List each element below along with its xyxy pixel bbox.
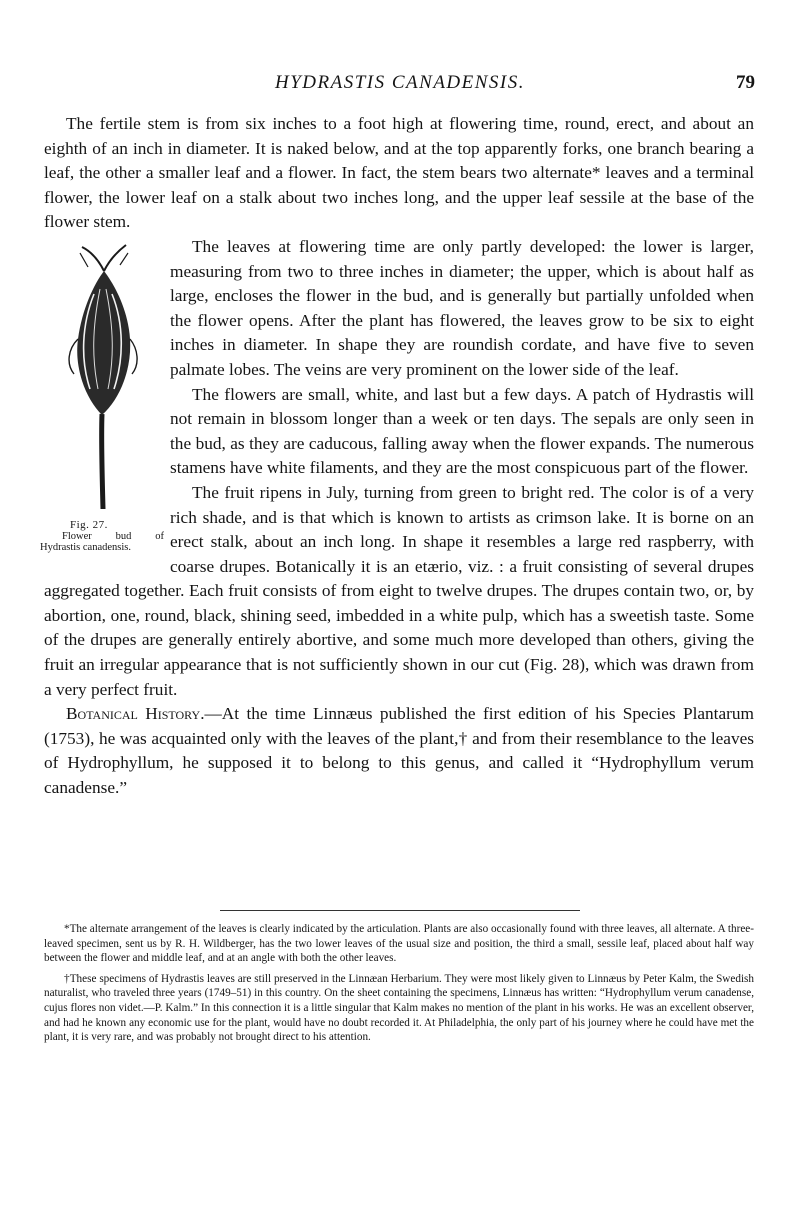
paragraph-botanical-history-text: —At the time Linnæus published the first edition of his Species Plantarum (1753), he was acquainted only with the leaves of the plant,† and from their resemblance to the leaves of Hydrophyllum, he supposed it to belong to this genus, and called it “Hydrophyllum verum canadense.” (44, 704, 754, 798)
footnote-linnaean-herbarium: †These specimens of Hydrastis leaves are still preserved in the Linnæan Herbarium. They were most likely given to Linnæus by Peter Kalm, the Swedish naturalist, who traveled three years (1749–51) in this country. On the sheet containing the specimens, Linnæus has written: “Hydrophyllum verum canadense, cujus flores non videt.—P. Kalm.” In this connection it is a little singular that Kalm makes no mention of the plant in his works. He was an excellent observer, and had he known any economic use for the plant, would have no doubt recorded it. At Philadelphia, the only part of his journey where he could have met the plant, it is very rare, and was probably not brought direct to his attention. (44, 972, 754, 1044)
figure-caption: Flower bud of Hydrastis canadensis. (40, 530, 164, 553)
figure-27 (40, 235, 164, 571)
paragraph-fruit: The fruit ripens in July, turning from green to bright red. The color is of a very rich shade, and is that which is known to artists as crimson lake. It is borne on an erect stalk, about an inch long. In shape it resembles a large red raspberry, with coarse drupes. Botanically it is an etærio, viz. : a fruit consisting of several drupes aggregated together. Each fruit consists of from eight to twelve drupes. The drupes contain two, or, by abortion, one, round, black, shining seed, imbedded in a white pulp, which has a sweetish taste. Some of the drupes are generally entirely abortive, and some much more developed than others, giving the fruit an irregular appearance that is not sufficiently shown in our cut (Fig. 28), which was drawn from a very perfect fruit. (44, 482, 754, 699)
paragraph-botanical-history (44, 702, 754, 800)
running-title: HYDRASTIS CANADENSIS. (275, 72, 525, 93)
body-text (40, 112, 754, 801)
footnotes (44, 922, 754, 1051)
section-heading-botanical-history: Botanical History. (66, 704, 205, 724)
paragraph-leaves-text: The leaves at flowering time are only partly developed: the lower is larger, measuring from two to three inches in diameter; the upper, which is about half as large, encloses the flower in the bud, and is generally but partially unfolded when the flower opens. After the plant has flowered, the leaves grow to be six to eight inches in diameter. In shape they are roundish cordate, and have five to seven palmate lobes. The veins are very prominent on the lower side of the leaf. (170, 236, 754, 379)
figure-label: Fig. 27. (70, 518, 108, 531)
flower-bud-illustration (68, 239, 138, 509)
footnote-alternate-leaves: *The alternate arrangement of the leaves is clearly indicated by the articulation. Plants are also occasionally found with three leaves, all alternate. A three-leaved specimen, sent us by R. H. Wildberger, has the two lower leaves of the usual size and position, the third a small, sessile leaf, placed about half way between the flower and middle leaf, and at an angle with both the other leaves. (44, 923, 754, 965)
paragraph-fertile-stem: The fertile stem is from six inches to a foot high at flowering time, round, erect, and about an eighth of an inch in diameter. It is naked below, and at the top apparently forks, one branch bearing a leaf, the other a smaller leaf and a flower. In fact, the stem bears two alternate* leaves and a terminal flower, the lower leaf on a stalk about two inches long, and the upper leaf sessile at the base of the flower stem. (44, 114, 754, 232)
page-number: 79 (736, 72, 755, 93)
footnote-divider (220, 910, 580, 911)
paragraph-flowers: The flowers are small, white, and last but a few days. A patch of Hydrastis will not remain in blossom longer than a week or ten days. The sepals are only seen in the bud, as they are caducous, falling away when the flower expands. The numerous stamens have white filaments, and they are the most conspicuous part of the flower. (170, 384, 754, 478)
